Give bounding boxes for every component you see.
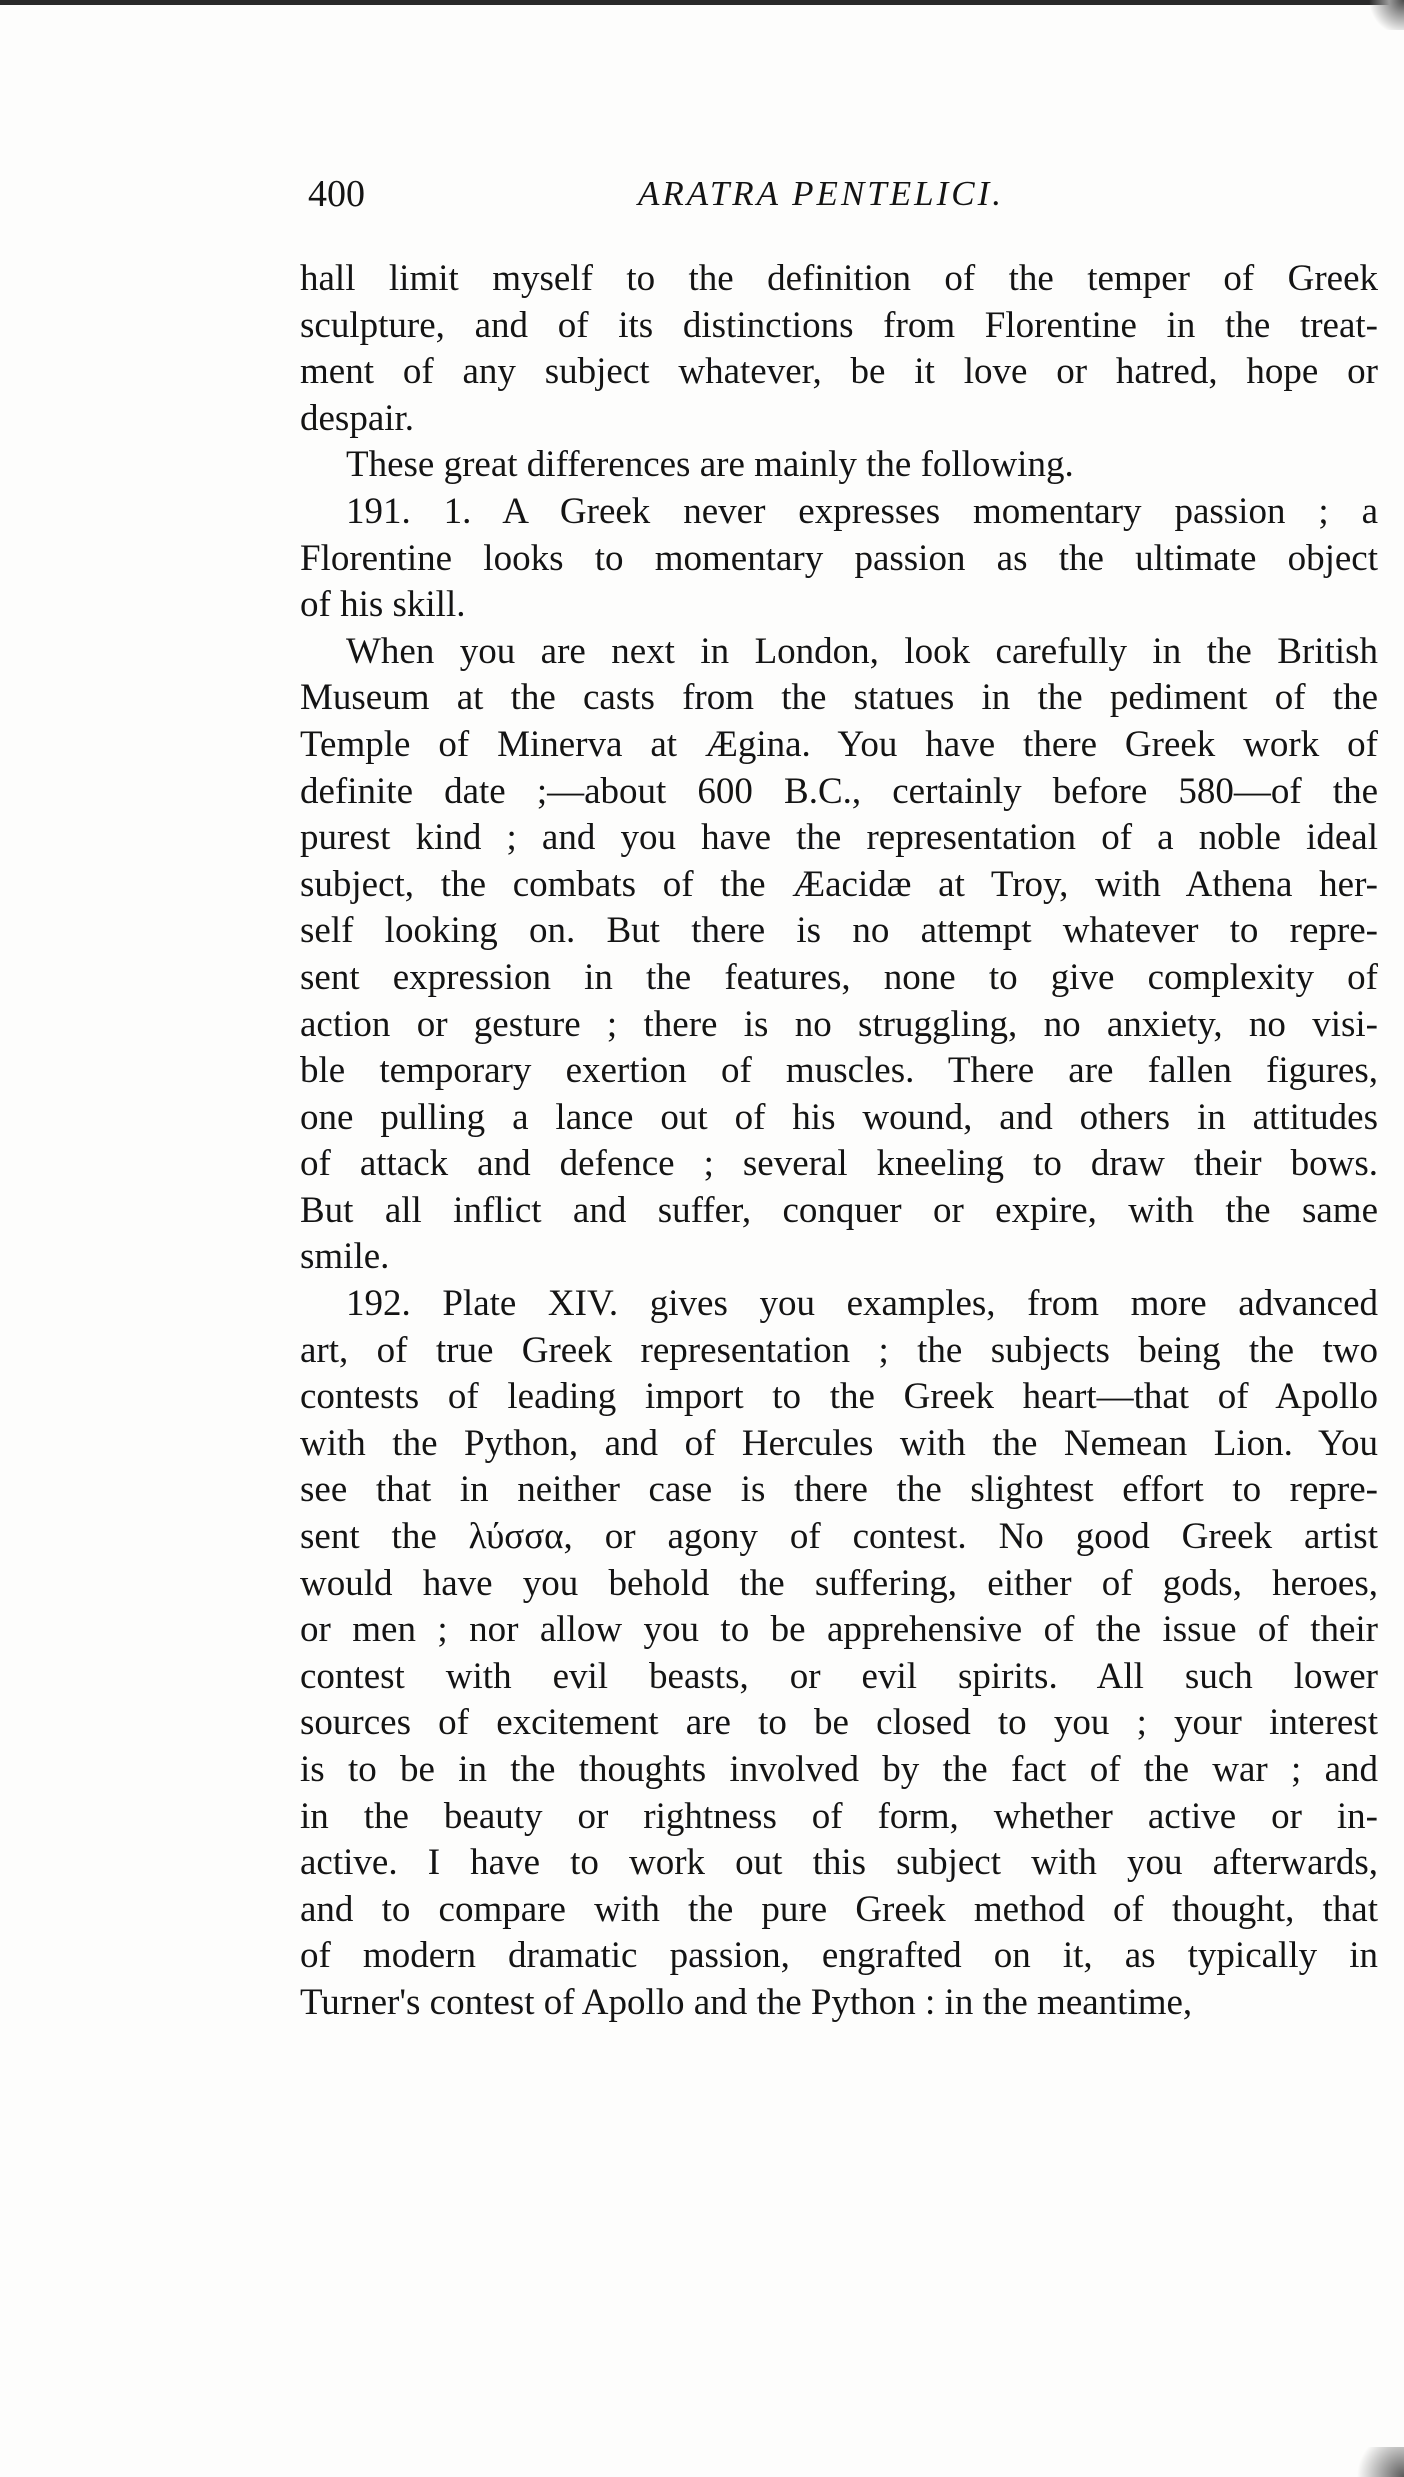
paragraph — [300, 1281, 1378, 2027]
running-head — [308, 172, 1368, 222]
text-line: 191. 1. A Greek never expresses momentary passion ; a — [346, 490, 1378, 532]
text-line: active. I have to work out this subject with you afterwards, — [300, 1842, 1378, 1884]
text-line: is to be in the thoughts involved by the fact of the war ; and — [300, 1749, 1378, 1790]
text-line: with the Python, and of Hercules with the Nemean Lion. You — [300, 1422, 1378, 1464]
top-edge-rule — [0, 0, 1404, 5]
text-line: sent expression in the features, none to give complexity of — [300, 956, 1378, 998]
paragraph — [300, 256, 1378, 442]
text-line: But all inflict and suffer, conquer or expire, with the same — [300, 1189, 1378, 1231]
text-line: contest with evil beasts, or evil spirits. All such lower — [300, 1655, 1378, 1697]
text-line: Florentine looks to momentary passion as the ultimate object — [300, 537, 1378, 579]
text-line: subject, the combats of the Æacidæ at Troy, with Athena her- — [300, 863, 1378, 905]
text-line: of his skill. — [300, 584, 466, 626]
text-line: sculpture, and of its distinctions from Florentine in the treat- — [300, 304, 1378, 346]
text-line: art, of true Greek representation ; the subjects being the two — [300, 1329, 1378, 1371]
text-line: one pulling a lance out of his wound, and others in attitudes — [300, 1096, 1378, 1138]
text-line: definite date ;—about 600 B.C., certainly before 580—of the — [300, 770, 1378, 812]
text-line: purest kind ; and you have the representation of a noble ideal — [300, 817, 1378, 859]
text-line: These great differences are mainly the following. — [346, 444, 1074, 486]
text-line: smile. — [300, 1236, 390, 1278]
text-line: and to compare with the pure Greek method of thought, that — [300, 1888, 1378, 1930]
text-line: ment of any subject whatever, be it love or hatred, hope or — [300, 351, 1378, 393]
text-line: action or gesture ; there is no struggling, no anxiety, no visi- — [300, 1003, 1378, 1045]
text-line: of attack and defence ; several kneeling to draw their bows. — [300, 1143, 1378, 1185]
text-line: see that in neither case is there the slightest effort to repre- — [300, 1469, 1378, 1511]
text-line: sent the λύσσα, or agony of contest. No good Greek artist — [300, 1516, 1378, 1558]
body-text — [300, 256, 1378, 2027]
text-line: When you are next in London, look carefully in the British — [346, 630, 1378, 672]
text-line: Museum at the casts from the statues in the pediment of the — [300, 677, 1378, 719]
text-line: despair. — [300, 397, 415, 439]
text-line: or men ; nor allow you to be apprehensive of the issue of their — [300, 1609, 1378, 1651]
text-line: of modern dramatic passion, engrafted on it, as typically in — [300, 1935, 1378, 1977]
paragraph — [300, 629, 1378, 1281]
text-line: ble temporary exertion of muscles. There are fallen figures, — [300, 1050, 1378, 1092]
text-line: Temple of Minerva at Ægina. You have there Greek work of — [300, 723, 1378, 765]
paragraph — [300, 489, 1378, 629]
text-line: hall limit myself to the definition of the temper of Greek — [300, 258, 1378, 299]
page-number: 400 — [308, 173, 365, 215]
text-line: self looking on. But there is no attempt whatever to repre- — [300, 910, 1378, 952]
text-line: 192. Plate XIV. gives you examples, from more advanced — [346, 1283, 1378, 1325]
text-line: would have you behold the suffering, either of gods, heroes, — [300, 1562, 1378, 1604]
text-line: contests of leading import to the Greek heart—that of Apollo — [300, 1376, 1378, 1418]
bottom-smudge — [1344, 2447, 1404, 2477]
text-line: Turner's contest of Apollo and the Python : in the meantime, — [300, 1981, 1193, 2023]
text-line: sources of excitement are to be closed to you ; your interest — [300, 1702, 1378, 1744]
text-line: in the beauty or rightness of form, whether active or in- — [300, 1795, 1378, 1837]
paragraph — [300, 442, 1378, 489]
running-title: ARATRA PENTELICI. — [638, 174, 1004, 213]
corner-smudge — [1364, 0, 1404, 30]
